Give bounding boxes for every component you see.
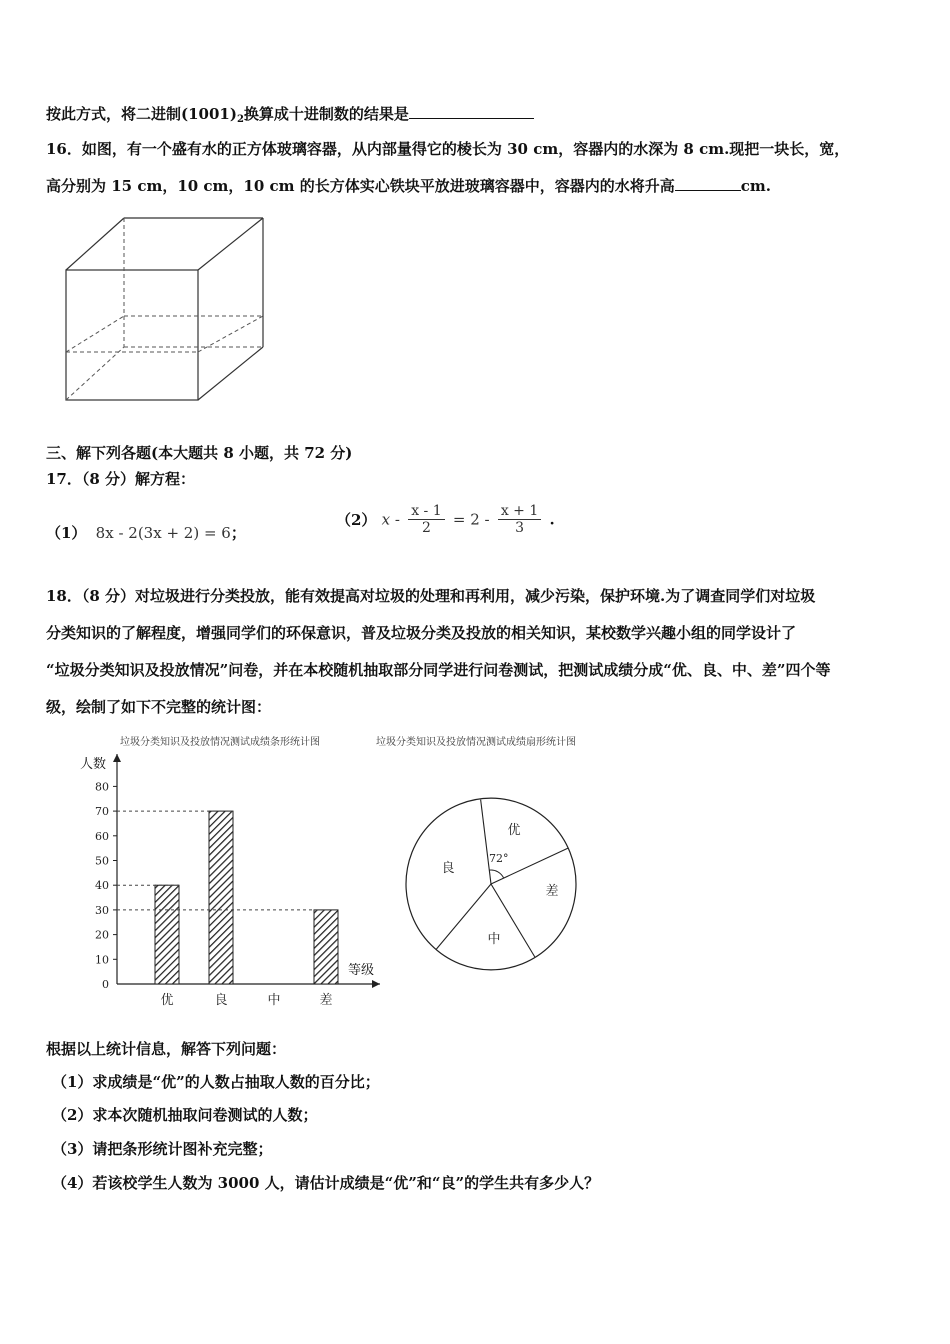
- q17-p2-label: （2）: [336, 511, 377, 529]
- x-category-label: 中: [267, 993, 281, 1008]
- section3-title: 三、解下列各题(本大题共 8 小题，共 72 分): [46, 444, 353, 462]
- q16-line2-after: cm.: [740, 177, 771, 195]
- q18-line1: 18．（8 分）对垃圾进行分类投放，能有效提高对垃圾的处理和再利用，减少污染，保护环境.为了调查同学们对垃圾: [46, 587, 816, 605]
- y-tick-label: 80: [95, 780, 109, 794]
- q17-p2-x: x -: [381, 510, 400, 529]
- q17-p1-equation: 8x - 2(3x + 2) = 6: [95, 524, 231, 542]
- q18-line4: 级，绘制了如下不完整的统计图：: [46, 698, 272, 716]
- pie-slice-label-中: 中: [487, 932, 501, 947]
- y-tick-label: 40: [95, 879, 109, 893]
- y-tick-label: 10: [95, 953, 109, 967]
- pie-slice-label-优: 优: [507, 823, 521, 838]
- q17-p2-frac1-num: x - 1: [408, 503, 444, 520]
- y-tick-label: 60: [95, 829, 109, 843]
- bar-差: [314, 910, 338, 984]
- q16-answer-blank[interactable]: [675, 176, 741, 191]
- question-2: （2）求本次随机抽取问卷测试的人数；: [52, 1106, 318, 1124]
- cube-front-face: [66, 270, 198, 400]
- bar-chart-ylabel: 人数: [80, 757, 107, 772]
- q15-tail-line: [46, 103, 534, 125]
- q16-line1: 16．如图，有一个盛有水的正方体玻璃容器，从内部量得它的棱长为 30 cm，容器内的水深为 8 cm.现把一块长，宽，: [46, 140, 850, 158]
- q17-p2-end: .: [549, 510, 555, 529]
- q17-part2: [336, 503, 555, 536]
- q17-p2-mid: = 2 -: [452, 510, 490, 529]
- q15-text-after: 换算成十进制数的结果是: [243, 105, 409, 123]
- pie-chart: [370, 732, 620, 1002]
- q15-answer-blank[interactable]: [409, 104, 534, 119]
- question-1: （1）求成绩是“优”的人数占抽取人数的百分比；: [52, 1073, 380, 1091]
- pie-slice-label-差: 差: [545, 884, 559, 899]
- x-category-label: 良: [214, 993, 228, 1008]
- q17-p2-fraction2: [498, 503, 541, 536]
- q17-p2-frac1-den: 2: [421, 520, 431, 536]
- question-4: （4）若该校学生人数为 3000 人，请估计成绩是“优”和“良”的学生共有多少人？: [52, 1174, 600, 1192]
- y-tick-label: 30: [95, 903, 109, 917]
- y-tick-label: 20: [95, 928, 109, 942]
- y-axis-arrow: [113, 754, 121, 762]
- q16-line2-before: 高分别为 15 cm，10 cm，10 cm 的长方体实心铁块平放进玻璃容器中，容器内的水将升高: [46, 177, 675, 195]
- q17-header: 17．（8 分）解方程：: [46, 470, 196, 488]
- y-tick-label: 0: [102, 978, 109, 991]
- q17-p1-label: （1）: [46, 524, 87, 542]
- q17-p2-fraction1: [408, 503, 444, 536]
- q15-text: 按此方式，将二进制(1001): [46, 105, 237, 123]
- cube-figure: [60, 212, 270, 407]
- questions-intro: 根据以上统计信息，解答下列问题：: [46, 1040, 287, 1058]
- question-3: （3）请把条形统计图补充完整；: [52, 1140, 273, 1158]
- q16-line2: [46, 175, 771, 196]
- x-category-label: 优: [160, 993, 174, 1008]
- q18-line2: 分类知识的了解程度，增强同学们的环保意识，普及垃圾分类及投放的相关知识，某校数学兴趣小组的同学设计了: [46, 624, 797, 642]
- y-tick-label: 50: [95, 854, 109, 868]
- q18-line3: “垃圾分类知识及投放情况”问卷，并在本校随机抽取部分同学进行问卷测试，把测试成绩分成“优、良、中、差”四个等: [46, 661, 831, 679]
- bar-chart-title: 垃圾分类知识及投放情况测试成绩条形统计图: [120, 737, 320, 748]
- bar-chart: [70, 732, 390, 1017]
- pie-slice-label-良: 良: [441, 861, 455, 876]
- q17-part1: [46, 522, 246, 543]
- x-category-label: 差: [319, 993, 333, 1008]
- q17-p2-frac2-den: 3: [515, 520, 524, 536]
- bar-优: [155, 885, 179, 984]
- bar-良: [209, 811, 233, 984]
- q17-p2-frac2-num: x + 1: [498, 503, 541, 520]
- bar-chart-xlabel: 等级: [348, 963, 375, 978]
- q15-subscript: 2: [236, 114, 244, 125]
- q17-p1-end: ；: [230, 524, 246, 542]
- y-tick-label: 70: [95, 805, 109, 819]
- pie-chart-title: 垃圾分类知识及投放情况测试成绩扇形统计图: [376, 737, 576, 748]
- pie-angle-label: 72°: [489, 852, 509, 865]
